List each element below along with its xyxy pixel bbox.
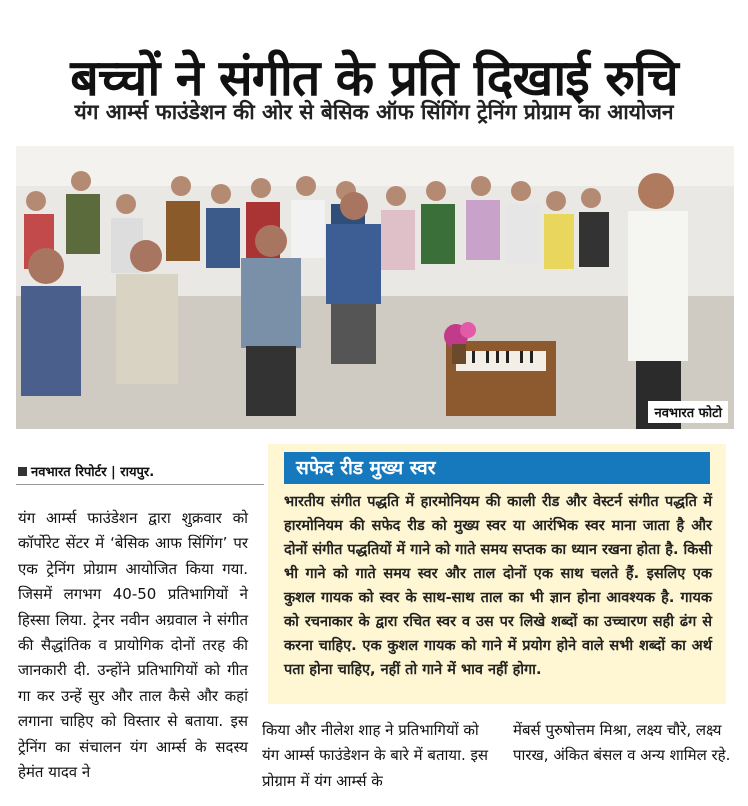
square-bullet-icon [18,467,27,476]
byline [18,462,154,480]
byline-divider [16,484,264,485]
subheadline: यंग आर्म्स फाउंडेशन की ओर से बेसिक ऑफ सिंगिंग ट्रेनिंग प्रोग्राम का आयोजन [74,100,674,124]
byline-text: नवभारत रिपोर्टर | रायपुर. [31,465,155,480]
headline: बच्चों ने संगीत के प्रति दिखाई रुचि [70,48,678,107]
article-column-2: किया और नीलेश शाह ने प्रतिभागियों को यंग आर्म्स फाउंडेशन के बारे में बताया. इस प्रोग्राम में यंग आर्म्स के [262,721,489,790]
article-column-1: यंग आर्म्स फाउंडेशन द्वारा शुक्रवार को कॉर्पोरेट सेंटर में ‘बेसिक आफ सिंगिंग’ पर एक ट्रेनिंग प्रोग्राम आयोजित किया गया. जिसमें लगभग 40-50 प्रतिभागियों ने हिस्सा लिया. ट्रेनर नवीन अग्रवाल ने संगीत की सैद्धांतिक व प्रायोगिक दोनों तरह की जानकारी दी. उन्होंने प्रतिभागियों को गीत गा कर उन्हें सुर और ताल कैसे और कहां लगाना चाहिए को विस्तार से बताया. इस ट्रेनिंग का संचालन यंग आर्म्स के सदस्य हेमंत यादव ने [18,509,248,782]
sidebar-box-title: सफेद रीड मुख्य स्वर [284,452,710,484]
sidebar-box-text: भारतीय संगीत पद्धति में हारमोनियम की काली रीड और वेस्टर्न संगीत पद्धति में हारमोनियम की सफेद रीड को मुख्य स्वर या आरंभिक स्वर माना जाता है और दोनों संगीत पद्धतियों में गाने को गाते समय सप्तक का ध्यान रखना होता है. किसी भी गाने को गाते समय स्वर और ताल दोनों एक साथ चलते हैं. इसलिए एक कुशल गायक को स्वर के साथ-साथ ताल का भी ज्ञान होना आवश्यक है. गायक को रचनाकार के द्वारा रचित स्वर व उस पर लिखे शब्दों का उच्चारण सही ढंग से करना चाहिए. एक कुशल गायक को गाने में प्रयोग होने वाले सभी शब्दों का अर्थ पता होना चाहिए, नहीं तो गाने में भाव नहीं होगा. [284,494,712,678]
article-photo [16,146,734,429]
photo-credit: नवभारत फोटो [648,401,728,423]
photo-illustration [16,146,734,429]
article-column-3: मेंबर्स पुरुषोत्तम मिश्रा, लक्ष्य चौरे, लक्ष्य पारख, अंकित बंसल व अन्य शामिल रहे. [513,721,731,765]
sidebar-box [268,444,726,704]
